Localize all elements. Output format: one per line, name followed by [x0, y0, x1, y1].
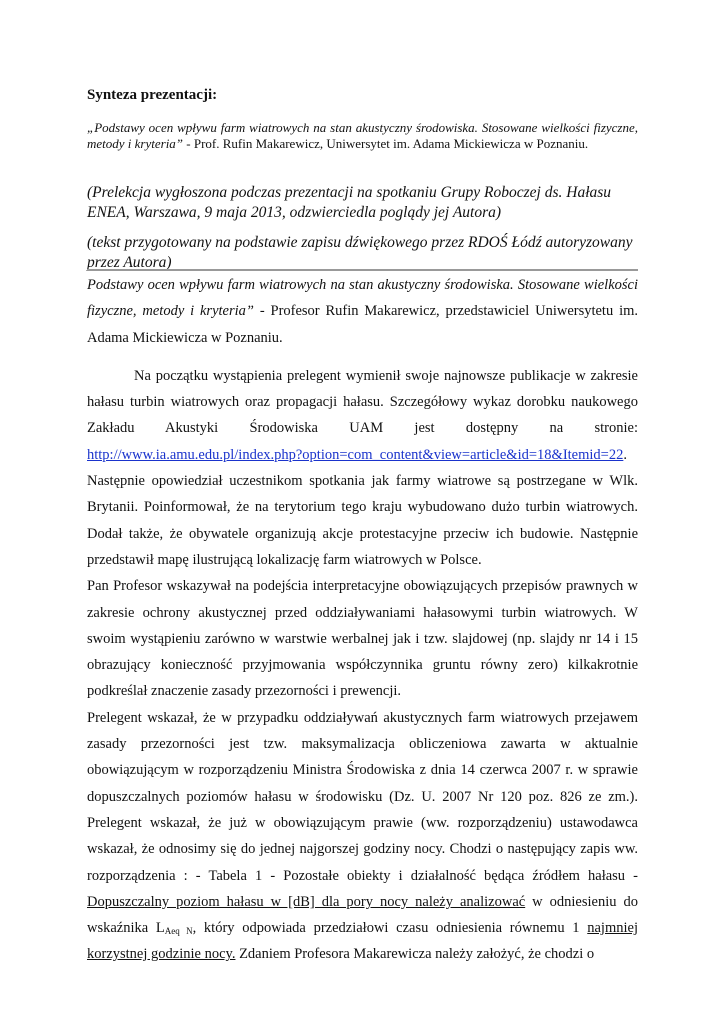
- presentation-summary: [87, 120, 638, 152]
- paragraph-3-text-b: w odniesieniu do wskaźnika L: [87, 893, 638, 937]
- paragraph-3-text-c: , który odpowiada przedziałowi czasu odniesienia równemu 1: [192, 920, 588, 937]
- transcript-note: (tekst przygotowany na podstawie zapisu dźwiękowego przez RDOŚ Łódź autoryzowany przez Autora): [87, 234, 633, 271]
- paragraph-3-text-d: Zdaniem Profesora Makarewicza należy założyć, że chodzi o: [235, 946, 595, 963]
- page-heading: Synteza prezentacji:: [87, 87, 218, 103]
- paragraph-1: [87, 363, 638, 573]
- document-body: [87, 272, 638, 968]
- paragraph-3-text: Prelegent wskazał, że w przypadku oddziaływań akustycznych farm wiatrowych przejawem zasady przezorności jest tzw. maksymalizacja obliczeniowa zawarta w aktualnie obowiązującym w rozporządzeniu Ministra Środowiska z dnia 14 czerwca 2007 r. w sprawie dopuszczalnych poziomów hałasu w środowisku (Dz. U. 2007 Nr 120 poz. 826 ze zm.). Prelegent wskazał, że już w obowiązującym prawie (ww. rozporządzeniu) ustawodawca wskazał, że odnosimy się do jednej najgorszej godziny nocy. Chodzi o następujący zapis ww. rozporządzenia : - Tabela 1 - Pozostałe obiekty i działalność będąca źródłem hałasu -: [87, 709, 638, 884]
- paragraph-3: [87, 705, 638, 968]
- underlined-regulation-text: Dopuszczalny poziom hałasu w [dB] dla pory nocy należy analizować: [87, 893, 526, 910]
- intro-title: Podstawy ocen wpływu farm wiatrowych na stan akustyczny środowiska. Stosowane wielkości fizyczne, metody i kryteria”: [87, 277, 638, 320]
- uam-website-link[interactable]: http://www.ia.amu.edu.pl/index.php?option=com_content&view=article&id=18&Itemid=22: [87, 446, 624, 463]
- summary-title: „Podstawy ocen wpływu farm wiatrowych na stan akustyczny środowiska. Stosowane wielkości fizyczne, metody i kryteria”: [87, 120, 638, 151]
- indicator-subscript: Aeq N: [164, 926, 193, 937]
- paragraph-1-text: Na początku wystąpienia prelegent wymienił swoje najnowsze publikacje w zakresie hałasu turbin wiatrowych oraz propagacji hałasu. Szczegółowy wykaz dorobku naukowego Zakładu Akustyki Środowiska UAM jest dostępny na stronie:: [87, 367, 638, 437]
- underlined-night-hour: najmniej korzystnej godzinie nocy.: [87, 920, 638, 963]
- separator-line: [87, 269, 638, 271]
- intro-author: - Profesor Rufin Makarewicz, przedstawiciel Uniwersytetu im. Adama Mickiewicza w Poznaniu.: [87, 303, 639, 346]
- summary-author: - Prof. Rufin Makarewicz, Uniwersytet im. Adama Mickiewicza w Poznaniu.: [183, 136, 589, 151]
- lecture-note: (Prelekcja wygłoszona podczas prezentacji na spotkaniu Grupy Roboczej ds. Hałasu ENEA, Warszawa, 9 maja 2013, odzwierciedla poglądy jej Autora): [87, 184, 612, 221]
- paragraph-2: Pan Profesor wskazywał na podejścia interpretacyjne obowiązujących przepisów prawnych w zakresie ochrony akustycznej przed oddziaływaniami hałasowymi turbin wiatrowych. W swoim wystąpieniu zarówno w warstwie werbalnej jak i tzw. slajdowej (np. slajdy nr 14 i 15 obrazujący konieczność przyjmowania współczynnika gruntu równy zero) kilkakrotnie podkreślał znaczenie zasady przezorności i prewencji.: [87, 578, 638, 700]
- intro-paragraph: [87, 272, 638, 351]
- paragraph-1-text-cont: . Następnie opowiedział uczestnikom spotkania jak farmy wiatrowe są postrzegane w Wlk. Brytanii. Poinformował, że na terytorium tego kraju wybudowano dużo turbin wiatrowych. Dodał także, że obywatele organizują akcje protestacyjne przeciw ich budowie. Następnie przedstawił mapę ilustrującą lokalizację farm wiatrowych w Polsce.: [87, 446, 638, 568]
